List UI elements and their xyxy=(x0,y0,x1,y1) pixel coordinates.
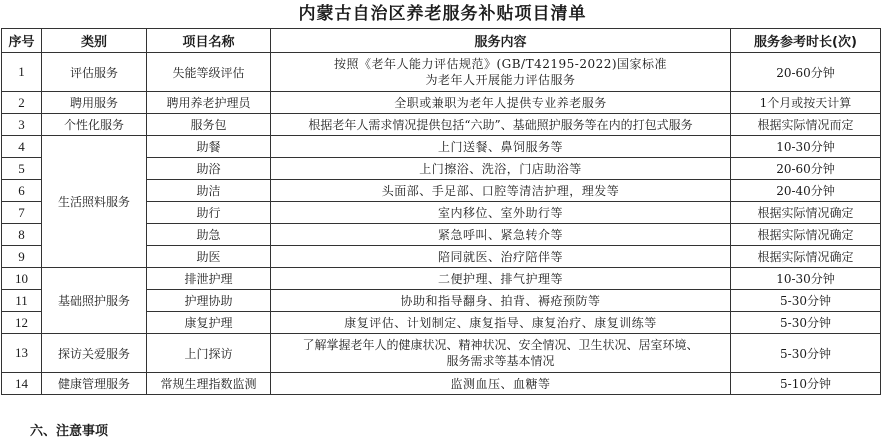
duration-cell: 5-30分钟 xyxy=(731,334,881,373)
duration-cell: 根据实际情况确定 xyxy=(731,224,881,246)
category-cell: 个性化服务 xyxy=(42,114,147,136)
row-number: 8 xyxy=(2,224,42,246)
item-cell: 上门探访 xyxy=(147,334,271,373)
duration-cell: 根据实际情况确定 xyxy=(731,202,881,224)
content-cell: 头面部、手足部、口腔等清洁护理，理发等 xyxy=(271,180,731,202)
duration-cell: 10-30分钟 xyxy=(731,136,881,158)
content-cell: 上门送餐、鼻饲服务等 xyxy=(271,136,731,158)
row-number: 9 xyxy=(2,246,42,268)
item-cell: 服务包 xyxy=(147,114,271,136)
category-cell: 基础照护服务 xyxy=(42,268,147,334)
content-cell: 根据老年人需求情况提供包括“六助”、基础照护服务等在内的打包式服务 xyxy=(271,114,731,136)
row-number: 11 xyxy=(2,290,42,312)
table-header-row xyxy=(2,29,881,53)
header-item: 项目名称 xyxy=(147,29,271,53)
item-cell: 聘用养老护理员 xyxy=(147,92,271,114)
row-number: 10 xyxy=(2,268,42,290)
row-number: 13 xyxy=(2,334,42,373)
duration-cell: 5-30分钟 xyxy=(731,290,881,312)
table-row xyxy=(2,373,881,395)
item-cell: 助急 xyxy=(147,224,271,246)
category-cell: 聘用服务 xyxy=(42,92,147,114)
item-cell: 常规生理指数监测 xyxy=(147,373,271,395)
duration-cell: 20-60分钟 xyxy=(731,158,881,180)
item-cell: 助浴 xyxy=(147,158,271,180)
content-cell: 室内移位、室外助行等 xyxy=(271,202,731,224)
item-cell: 助餐 xyxy=(147,136,271,158)
page-title: 内蒙古自治区养老服务补贴项目清单 xyxy=(298,4,587,24)
content-cell: 紧急呼叫、紧急转介等 xyxy=(271,224,731,246)
table-row xyxy=(2,268,881,290)
table-row xyxy=(2,114,881,136)
duration-cell: 根据实际情况而定 xyxy=(731,114,881,136)
item-cell: 排泄护理 xyxy=(147,268,271,290)
row-number: 6 xyxy=(2,180,42,202)
item-cell: 助医 xyxy=(147,246,271,268)
content-cell: 按照《老年人能力评估规范》(GB/T42195-2022)国家标准 为老年人开展能力评估服务 xyxy=(271,53,731,92)
section-heading-notes: 六、注意事项 xyxy=(30,424,109,439)
duration-cell: 5-30分钟 xyxy=(731,312,881,334)
subsidy-table xyxy=(1,28,881,395)
duration-cell: 10-30分钟 xyxy=(731,268,881,290)
row-number: 3 xyxy=(2,114,42,136)
header-duration: 服务参考时长(次) xyxy=(731,29,881,53)
content-cell: 监测血压、血糖等 xyxy=(271,373,731,395)
row-number: 7 xyxy=(2,202,42,224)
content-cell: 全职或兼职为老年人提供专业养老服务 xyxy=(271,92,731,114)
header-no: 序号 xyxy=(2,29,42,53)
content-cell: 了解掌握老年人的健康状况、精神状况、安全情况、卫生状况、居室环境、 服务需求等基本情况 xyxy=(271,334,731,373)
header-category: 类别 xyxy=(42,29,147,53)
table-row xyxy=(2,136,881,158)
item-cell: 助洁 xyxy=(147,180,271,202)
table-row xyxy=(2,53,881,92)
category-cell: 评估服务 xyxy=(42,53,147,92)
row-number: 5 xyxy=(2,158,42,180)
duration-cell: 根据实际情况确定 xyxy=(731,246,881,268)
table-row xyxy=(2,92,881,114)
row-number: 4 xyxy=(2,136,42,158)
duration-cell: 5-10分钟 xyxy=(731,373,881,395)
duration-cell: 20-40分钟 xyxy=(731,180,881,202)
category-cell: 探访关爱服务 xyxy=(42,334,147,373)
content-cell: 协助和指导翻身、拍背、褥疮预防等 xyxy=(271,290,731,312)
content-cell: 上门擦浴、洗浴，门店助浴等 xyxy=(271,158,731,180)
item-cell: 康复护理 xyxy=(147,312,271,334)
header-content: 服务内容 xyxy=(271,29,731,53)
category-cell: 生活照料服务 xyxy=(42,136,147,268)
duration-cell: 1个月或按天计算 xyxy=(731,92,881,114)
row-number: 1 xyxy=(2,53,42,92)
duration-cell: 20-60分钟 xyxy=(731,53,881,92)
row-number: 12 xyxy=(2,312,42,334)
category-cell: 健康管理服务 xyxy=(42,373,147,395)
row-number: 14 xyxy=(2,373,42,395)
item-cell: 护理协助 xyxy=(147,290,271,312)
item-cell: 失能等级评估 xyxy=(147,53,271,92)
content-cell: 康复评估、计划制定、康复指导、康复治疗、康复训练等 xyxy=(271,312,731,334)
row-number: 2 xyxy=(2,92,42,114)
item-cell: 助行 xyxy=(147,202,271,224)
content-cell: 二便护理、排气护理等 xyxy=(271,268,731,290)
table-row xyxy=(2,334,881,373)
content-cell: 陪同就医、治疗陪伴等 xyxy=(271,246,731,268)
